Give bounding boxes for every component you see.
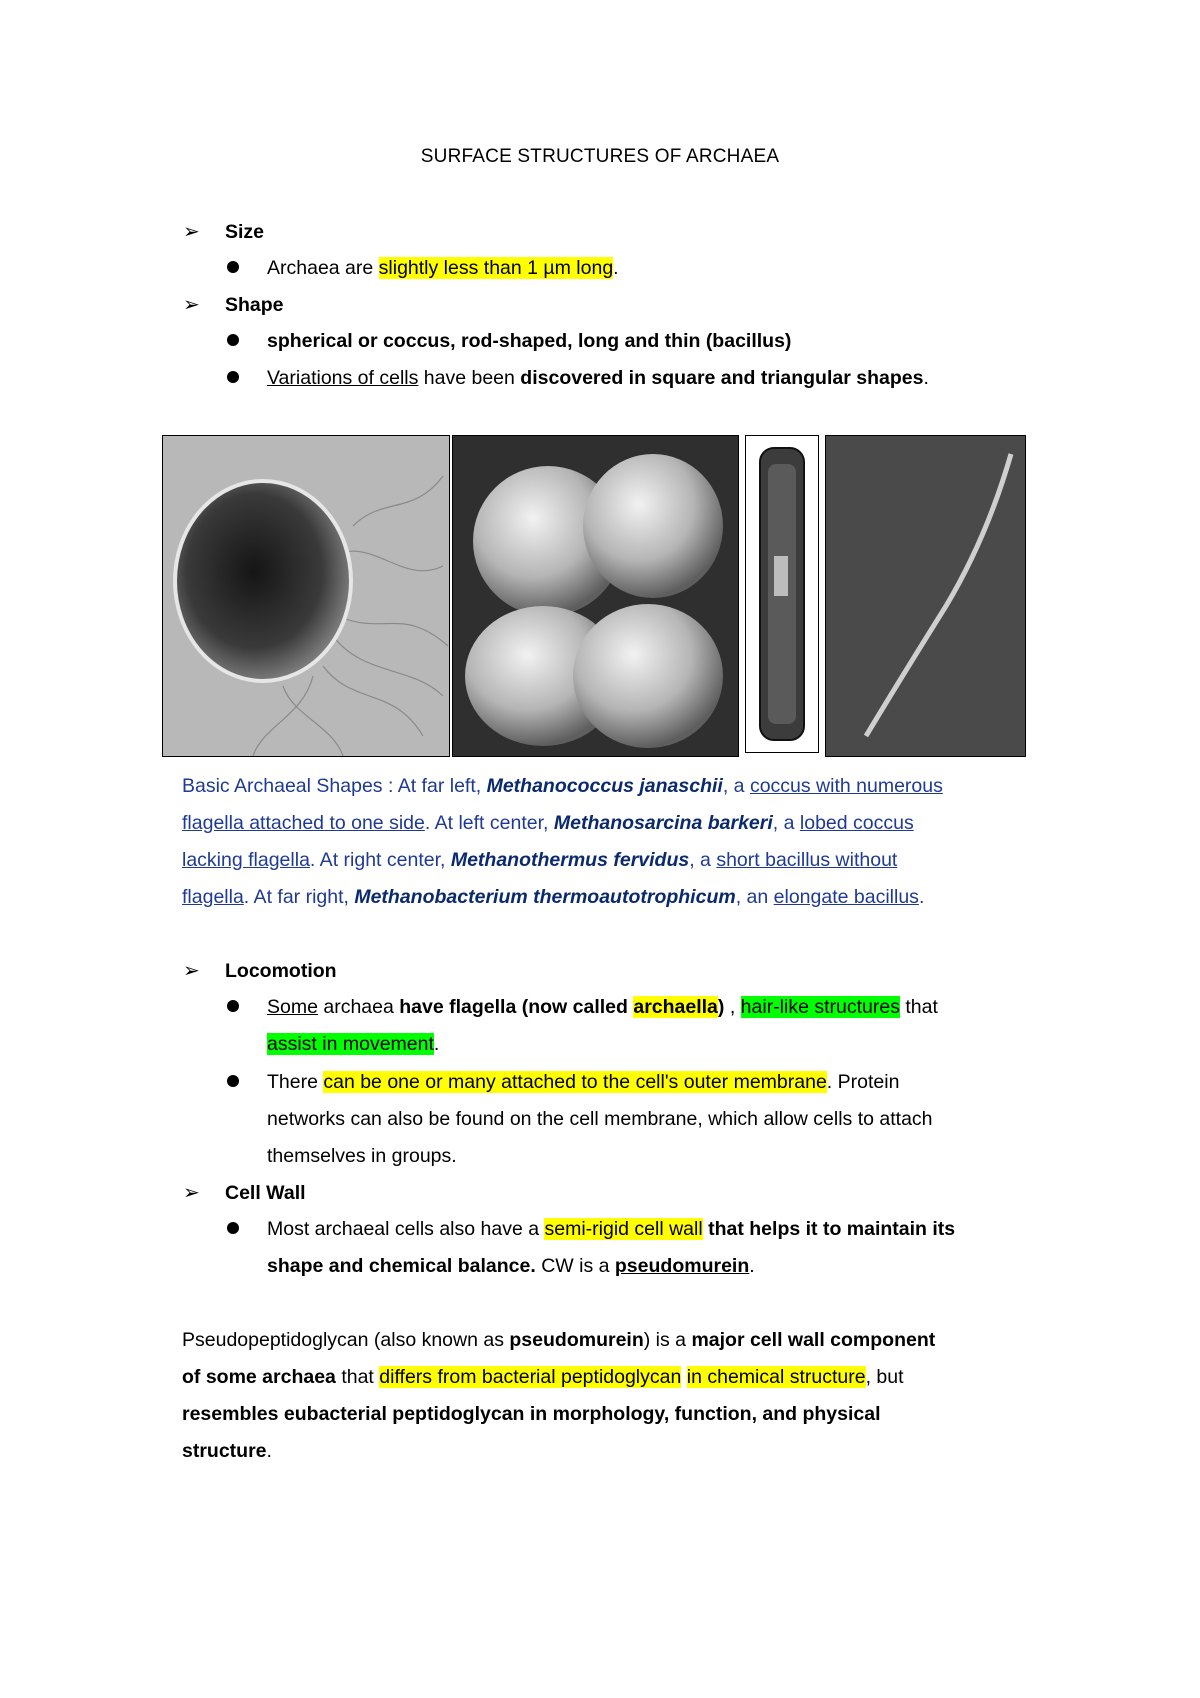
caption-line-4: flagella. At far right, Methanobacterium thermoautotrophicum, an elongate bacillus. xyxy=(182,886,925,908)
arrow-bullet-icon: ➢ xyxy=(183,221,200,243)
paragraph-line-2: of some archaea that differs from bacterial peptidoglycan in chemical structure, but xyxy=(182,1366,904,1388)
locomotion-bullet-2-line-1: There can be one or many attached to the cell's outer membrane. Protein xyxy=(267,1071,900,1093)
caption-line-3: lacking flagella. At right center, Methanothermus fervidus, a short bacillus without xyxy=(182,849,898,871)
cellwall-bullet-1-line-1: Most archaeal cells also have a semi-rigid cell wall that helps it to maintain its xyxy=(267,1218,956,1240)
bullet-dot-icon xyxy=(227,1000,239,1012)
page-title: SURFACE STRUCTURES OF ARCHAEA xyxy=(420,146,780,167)
heading-shape: Shape xyxy=(225,294,284,316)
bullet-dot-icon xyxy=(227,371,239,383)
micrograph-methanosarcina xyxy=(452,435,739,757)
locomotion-bullet-2-line-3: themselves in groups. xyxy=(267,1145,457,1167)
size-bullet-1: Archaea are slightly less than 1 µm long. xyxy=(267,257,619,279)
arrow-bullet-icon: ➢ xyxy=(183,1182,200,1204)
shape-bullet-1: spherical or coccus, rod-shaped, long and thin (bacillus) xyxy=(267,330,792,352)
bullet-dot-icon xyxy=(227,1075,239,1087)
bullet-dot-icon xyxy=(227,1222,239,1234)
heading-size: Size xyxy=(225,221,265,243)
paragraph-line-3: resembles eubacterial peptidoglycan in morphology, function, and physical xyxy=(182,1403,881,1425)
micrograph-methanococcus xyxy=(162,435,450,757)
arrow-bullet-icon: ➢ xyxy=(183,294,200,316)
micrograph-methanothermus xyxy=(745,435,819,753)
paragraph-line-4: structure. xyxy=(182,1440,272,1462)
shape-bullet-2: Variations of cells have been discovered in square and triangular shapes. xyxy=(267,367,929,389)
caption-line-1: Basic Archaeal Shapes : At far left, Methanococcus janaschii, a coccus with numerous xyxy=(182,775,943,797)
cellwall-bullet-1-line-2: shape and chemical balance. CW is a pseudomurein. xyxy=(267,1255,755,1277)
locomotion-bullet-2-line-2: networks can also be found on the cell membrane, which allow cells to attach xyxy=(267,1108,933,1130)
locomotion-bullet-1-line-1: Some archaea have flagella (now called archaella) , hair-like structures that xyxy=(267,996,938,1018)
arrow-bullet-icon: ➢ xyxy=(183,960,200,982)
bullet-dot-icon xyxy=(227,334,239,346)
paragraph-line-1: Pseudopeptidoglycan (also known as pseudomurein) is a major cell wall component xyxy=(182,1329,936,1351)
locomotion-bullet-1-line-2: assist in movement. xyxy=(267,1033,440,1055)
caption-line-2: flagella attached to one side. At left center, Methanosarcina barkeri, a lobed coccus xyxy=(182,812,914,834)
micrograph-methanobacterium xyxy=(825,435,1026,757)
heading-cell-wall: Cell Wall xyxy=(225,1182,306,1204)
heading-locomotion: Locomotion xyxy=(225,960,337,982)
bullet-dot-icon xyxy=(227,261,239,273)
